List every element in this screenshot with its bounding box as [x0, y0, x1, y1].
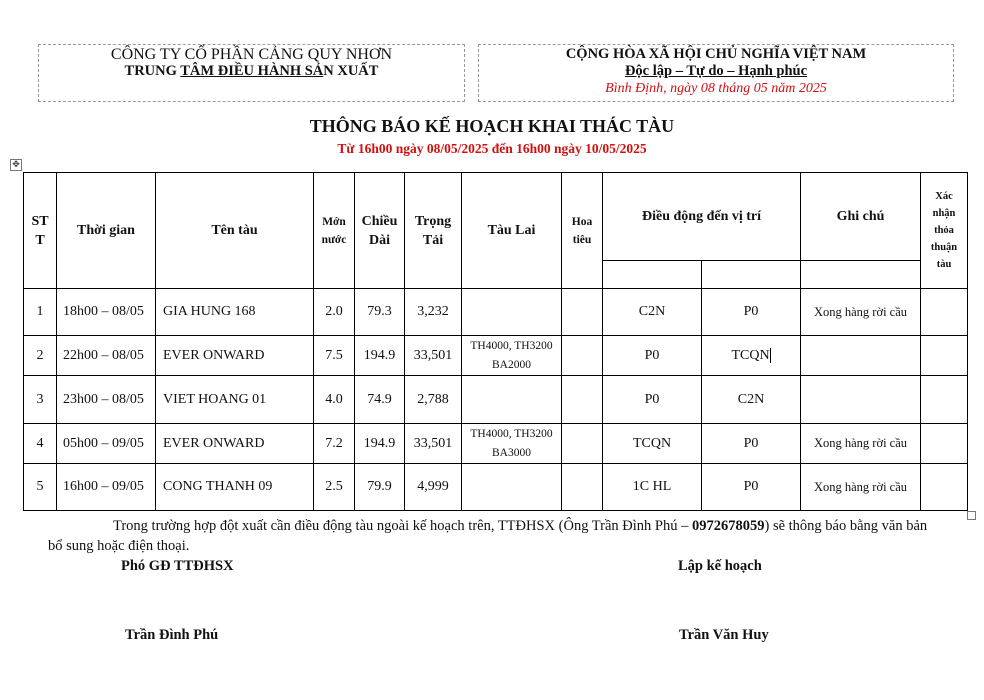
cell-note[interactable]: Xong hàng rời cầu — [801, 289, 921, 336]
cell-move-to[interactable]: P0 — [702, 289, 801, 336]
cell-confirm[interactable] — [921, 464, 968, 511]
cell-tonnage[interactable]: 4,999 — [405, 464, 462, 511]
col-header-ship: Tên tàu — [156, 173, 314, 289]
cell-tonnage[interactable]: 33,501 — [405, 424, 462, 464]
text-cursor-cell[interactable]: TCQN — [731, 347, 770, 363]
cell-pilot[interactable] — [562, 464, 603, 511]
cell-pilot[interactable] — [562, 289, 603, 336]
cell-time[interactable]: 05h00 – 09/05 — [57, 424, 156, 464]
cell-move-from[interactable]: 1C HL — [603, 464, 702, 511]
vessel-plan-table — [23, 172, 968, 511]
department-name-part: N XUẤT — [323, 63, 379, 79]
col-header-length-line: Dài — [369, 232, 390, 248]
cell-confirm[interactable] — [921, 376, 968, 424]
col-header-tonnage-line: Tải — [422, 232, 444, 248]
cell-confirm[interactable] — [921, 289, 968, 336]
col-header-tonnage — [405, 173, 462, 289]
cell-tug-line: BA2000 — [492, 358, 531, 371]
cell-tug-line: BA3000 — [492, 446, 531, 459]
cell-note[interactable]: Xong hàng rời cầu — [801, 424, 921, 464]
col-header-tonnage-line: Trọng — [414, 213, 452, 229]
document-subtitle: Từ 16h00 ngày 08/05/2025 đến 16h00 ngày 10/05/2025 — [337, 141, 647, 156]
cell-ship[interactable]: GIA HUNG 168 — [156, 289, 314, 336]
col-header-pilot-line: tiêu — [572, 233, 592, 246]
col-header-length — [355, 173, 405, 289]
cell-tug[interactable] — [462, 376, 562, 424]
cell-stt[interactable]: 2 — [24, 336, 57, 376]
cell-note[interactable] — [801, 336, 921, 376]
cell-note[interactable]: Xong hàng rời cầu — [801, 464, 921, 511]
cell-tug[interactable] — [462, 336, 562, 376]
cell-time[interactable]: 23h00 – 08/05 — [57, 376, 156, 424]
cell-ship[interactable]: EVER ONWARD — [156, 424, 314, 464]
national-motto — [479, 63, 953, 80]
col-header-stt-line: ST — [31, 213, 49, 229]
col-header-note-sub — [801, 261, 921, 289]
cell-draft[interactable]: 4.0 — [314, 376, 355, 424]
cell-stt[interactable]: 1 — [24, 289, 57, 336]
col-header-confirm-line: thỏa — [934, 225, 954, 236]
col-header-tug: Tàu Lai — [462, 173, 562, 289]
table-row[interactable] — [24, 424, 968, 464]
table-move-handle-icon[interactable]: ✥ — [10, 159, 22, 171]
cell-move-to[interactable] — [702, 336, 801, 376]
cell-tug-line: TH4000, TH3200 — [470, 339, 553, 352]
cell-move-from[interactable]: TCQN — [603, 424, 702, 464]
cell-move-to[interactable]: P0 — [702, 424, 801, 464]
col-header-stt-line: T — [35, 232, 45, 248]
cell-length[interactable]: 194.9 — [355, 336, 405, 376]
col-header-move-to — [702, 261, 801, 289]
cell-ship[interactable]: EVER ONWARD — [156, 336, 314, 376]
cell-pilot[interactable] — [562, 336, 603, 376]
cell-move-to[interactable]: C2N — [702, 376, 801, 424]
cell-note[interactable] — [801, 376, 921, 424]
col-header-confirm-line: Xác — [935, 191, 953, 202]
col-header-draft — [314, 173, 355, 289]
col-header-move-from — [603, 261, 702, 289]
national-motto-text: Độc lập – Tự do – Hạnh phúc — [624, 63, 808, 79]
cell-move-to[interactable]: P0 — [702, 464, 801, 511]
signature-name-right: Trần Văn Huy — [679, 627, 769, 643]
cell-tug[interactable] — [462, 464, 562, 511]
col-header-time: Thời gian — [57, 173, 156, 289]
signature-role-left: Phó GĐ TTĐHSX — [121, 558, 234, 574]
cell-stt[interactable]: 4 — [24, 424, 57, 464]
cell-time[interactable]: 22h00 – 08/05 — [57, 336, 156, 376]
department-name-part: TRUNG — [124, 63, 181, 79]
cell-length[interactable]: 79.3 — [355, 289, 405, 336]
col-header-move: Điều động đến vị trí — [603, 173, 801, 261]
table-row[interactable] — [24, 289, 968, 336]
contact-phone: 0972678059 — [691, 518, 765, 534]
cell-stt[interactable]: 3 — [24, 376, 57, 424]
cell-draft[interactable]: 2.0 — [314, 289, 355, 336]
contingency-paragraph — [48, 516, 928, 556]
table-row[interactable] — [24, 464, 968, 511]
cell-time[interactable]: 18h00 – 08/05 — [57, 289, 156, 336]
signature-role-right: Lập kế hoạch — [678, 558, 762, 574]
header-company-box — [38, 44, 465, 102]
company-name: CÔNG TY CỔ PHẦN CẢNG QUY NHƠN — [110, 46, 393, 63]
country-name: CỘNG HÒA XÃ HỘI CHỦ NGHĨA VIỆT NAM — [565, 46, 867, 62]
cell-draft[interactable]: 2.5 — [314, 464, 355, 511]
col-header-confirm-line: thuận — [930, 242, 958, 253]
cell-confirm[interactable] — [921, 336, 968, 376]
col-header-draft-line: nước — [321, 233, 347, 246]
cell-tonnage[interactable]: 3,232 — [405, 289, 462, 336]
paragraph-text: ) sẽ thông báo bằng văn bản bổ sung hoặc điện thoại. — [48, 518, 928, 554]
department-name-underlined: TÂM ĐIỀU HÀNH SẢ — [180, 63, 324, 79]
col-header-pilot-line: Hoa — [571, 215, 593, 228]
table-row[interactable] — [24, 336, 968, 376]
document-title: THÔNG BÁO KẾ HOẠCH KHAI THÁC TÀU — [309, 116, 675, 136]
cell-confirm[interactable] — [921, 424, 968, 464]
cell-move-from[interactable]: P0 — [603, 376, 702, 424]
col-header-confirm-line: tàu — [936, 259, 952, 270]
cell-ship[interactable]: VIET HOANG 01 — [156, 376, 314, 424]
cell-draft[interactable]: 7.2 — [314, 424, 355, 464]
department-name — [39, 63, 464, 80]
cell-pilot[interactable] — [562, 424, 603, 464]
cell-ship[interactable]: CONG THANH 09 — [156, 464, 314, 511]
cell-tonnage[interactable]: 2,788 — [405, 376, 462, 424]
table-resize-handle-icon[interactable] — [967, 511, 976, 520]
header-national-box — [478, 44, 954, 102]
cell-stt[interactable]: 5 — [24, 464, 57, 511]
cell-length[interactable]: 194.9 — [355, 424, 405, 464]
col-header-note: Ghi chú — [801, 173, 921, 261]
signature-name-left: Trần Đình Phú — [125, 627, 219, 643]
col-header-length-line: Chiều — [361, 213, 398, 229]
col-header-confirm-line: nhận — [932, 208, 956, 219]
cell-tug-line: TH4000, TH3200 — [470, 427, 553, 440]
col-header-draft-line: Mớn — [322, 215, 346, 228]
cell-draft[interactable]: 7.5 — [314, 336, 355, 376]
cell-time[interactable]: 16h00 – 09/05 — [57, 464, 156, 511]
cell-tug[interactable] — [462, 289, 562, 336]
table-header-row — [24, 173, 968, 261]
col-header-stt — [24, 173, 57, 289]
cell-pilot[interactable] — [562, 376, 603, 424]
date-line: Bình Định, ngày 08 tháng 05 năm 2025 — [605, 81, 827, 96]
col-header-pilot — [562, 173, 603, 289]
paragraph-text: Trong trường hợp đột xuất cần điều động tàu ngoài kế hoạch trên, TTĐHSX (Ông Trần Đình Phú – — [113, 518, 692, 534]
cell-move-from[interactable]: C2N — [603, 289, 702, 336]
cell-tug[interactable] — [462, 424, 562, 464]
table-row[interactable] — [24, 376, 968, 424]
cell-move-from[interactable]: P0 — [603, 336, 702, 376]
col-header-confirm — [921, 173, 968, 289]
cell-length[interactable]: 74.9 — [355, 376, 405, 424]
cell-tonnage[interactable]: 33,501 — [405, 336, 462, 376]
cell-length[interactable]: 79.9 — [355, 464, 405, 511]
